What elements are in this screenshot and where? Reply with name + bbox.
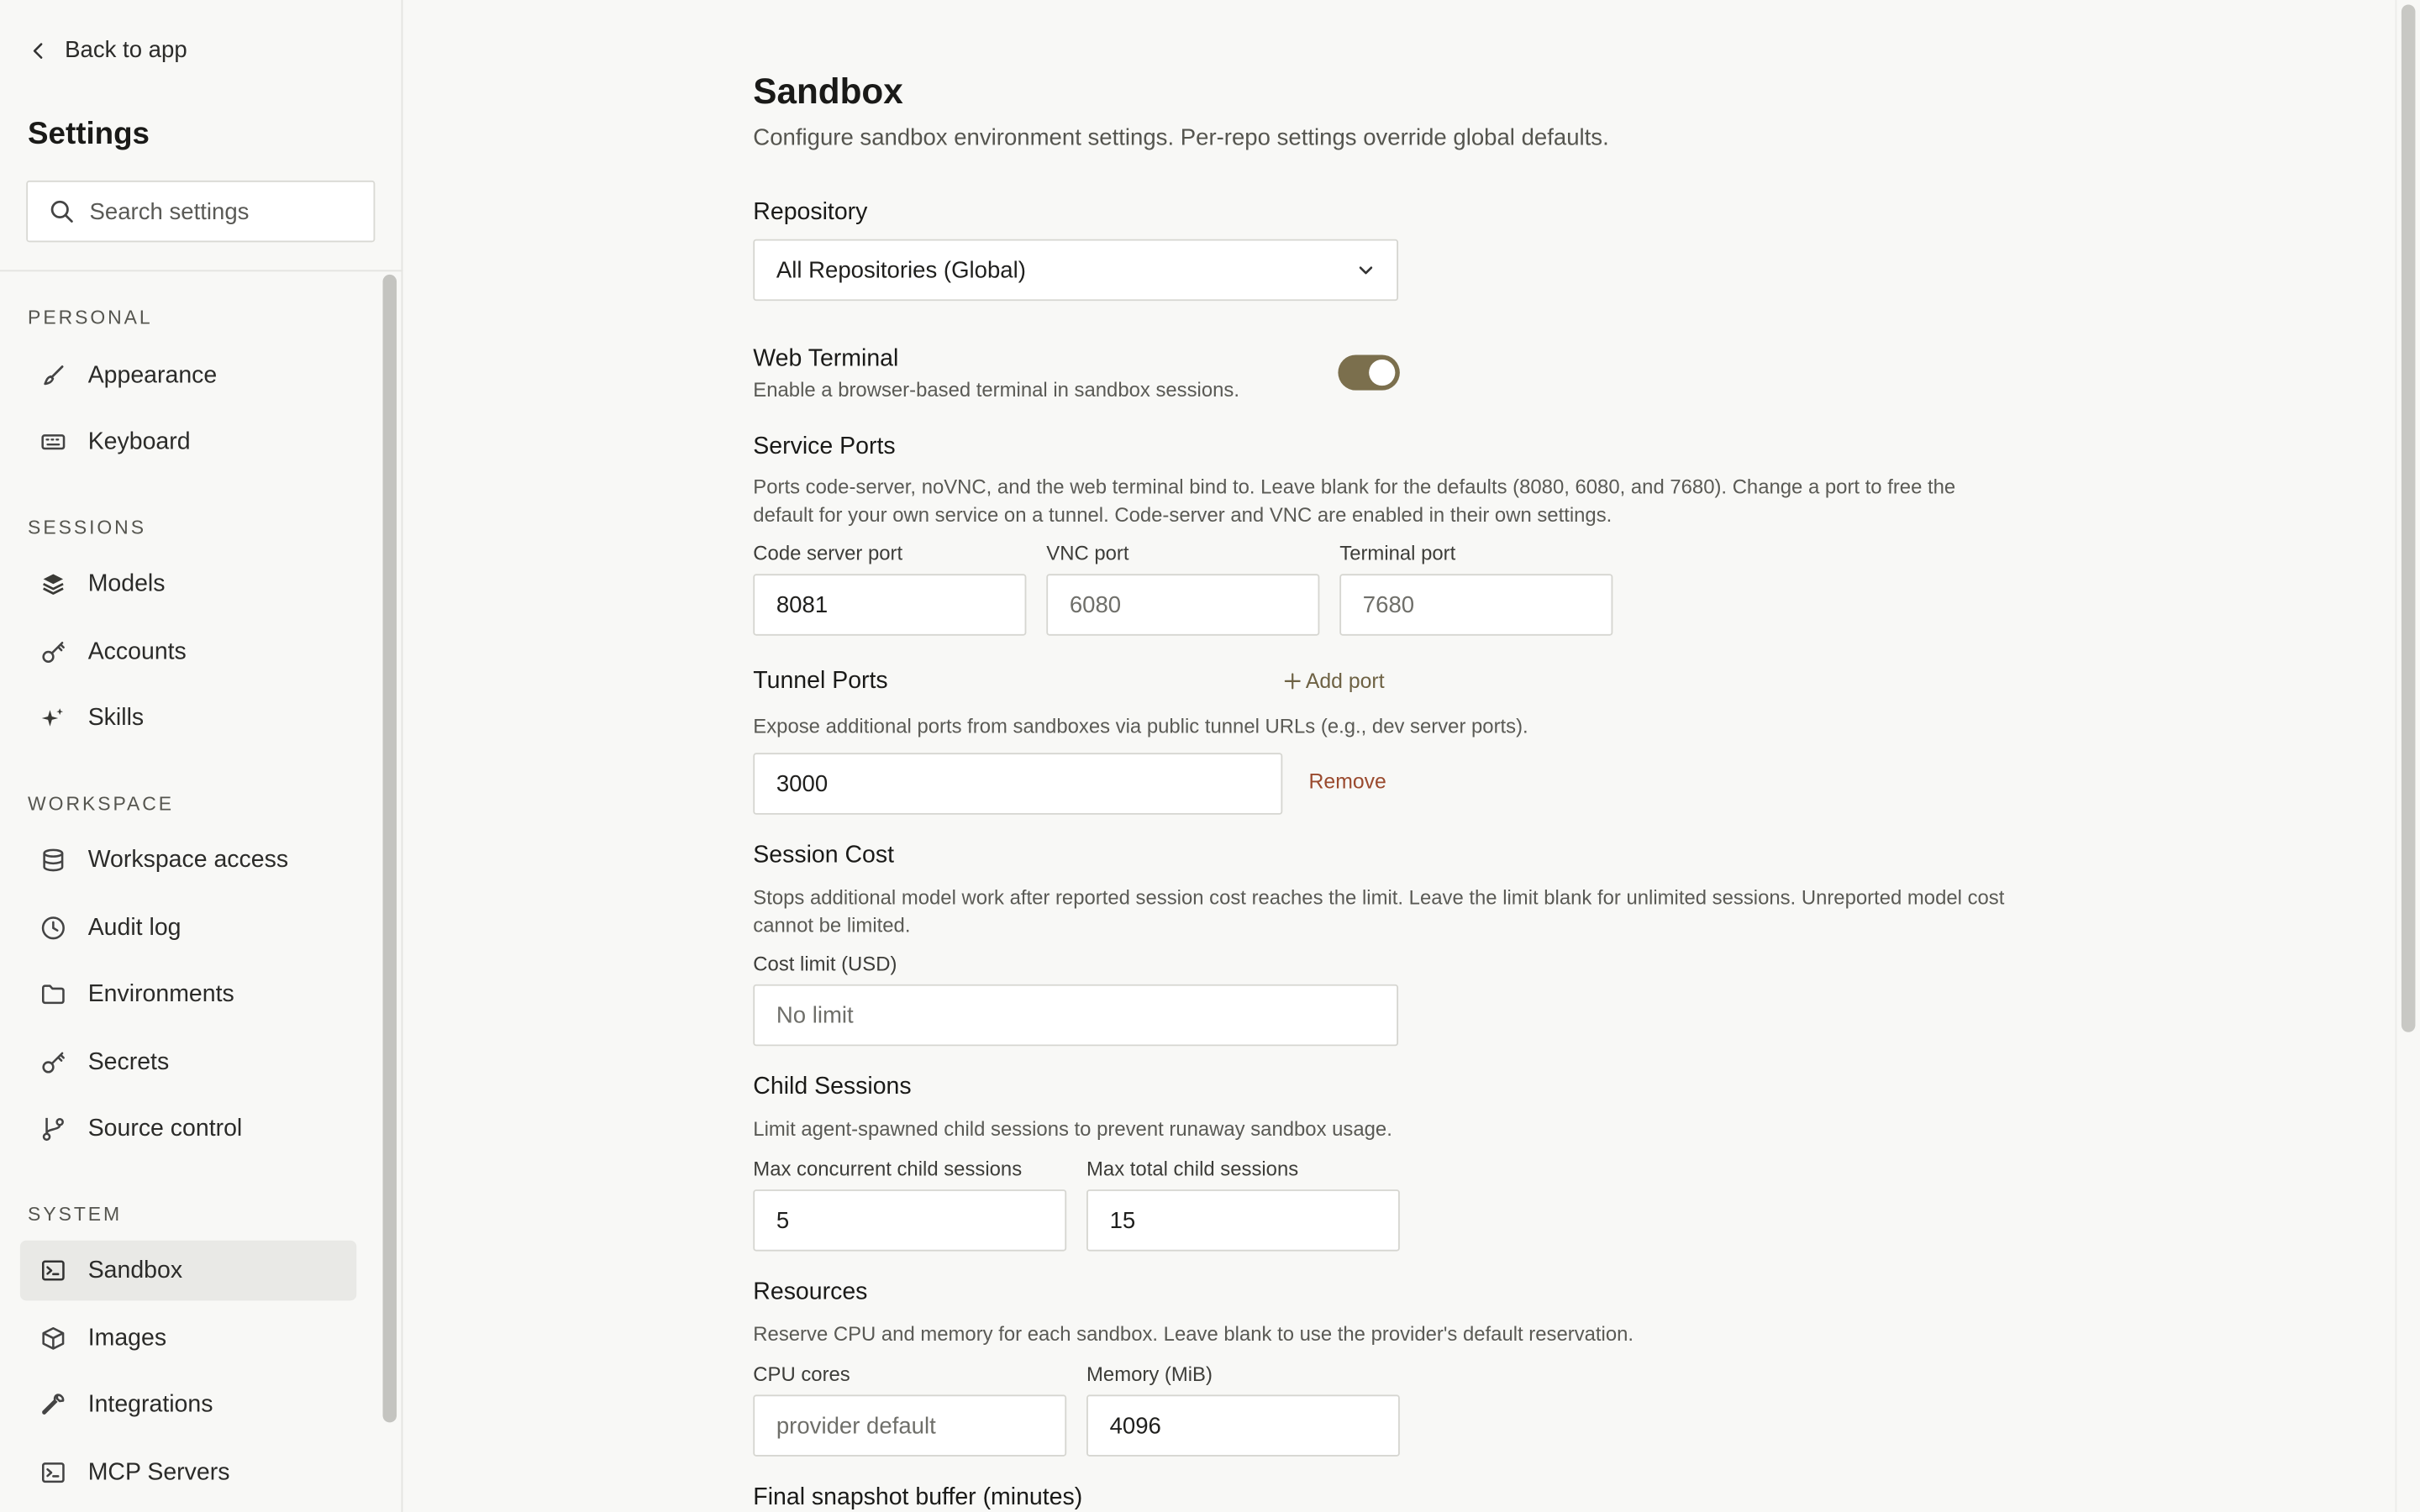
sidebar-item-secrets[interactable] [20, 1032, 356, 1093]
sidebar-scrollbar-thumb[interactable] [383, 275, 397, 1423]
memory-label: Memory (MiB) [1086, 1362, 1213, 1386]
max-total-input[interactable]: 15 [1086, 1189, 1400, 1251]
web-terminal-title: Web Terminal [753, 345, 899, 372]
page-subtitle: Configure sandbox environment settings. Per-repo settings override global defaults. [753, 124, 1609, 151]
code-server-port-input[interactable]: 8081 [753, 574, 1026, 635]
cost-limit-input[interactable]: No limit [753, 984, 1398, 1046]
sidebar-item-label: MCP Servers [87, 1458, 230, 1485]
sidebar-item-label: Images [87, 1324, 167, 1352]
sidebar-item-audit-log[interactable] [20, 898, 356, 958]
search-box[interactable] [26, 181, 375, 242]
repository-select[interactable] [753, 239, 1398, 301]
repository-label: Repository [753, 198, 868, 226]
plus-icon [1284, 673, 1301, 690]
memory-input[interactable]: 4096 [1086, 1394, 1400, 1456]
wrench-icon [40, 1392, 66, 1418]
sidebar-item-workspace-access[interactable] [20, 830, 356, 890]
sidebar-item-label: Audit log [87, 914, 182, 941]
max-concurrent-input[interactable]: 5 [753, 1189, 1066, 1251]
max-concurrent-label: Max concurrent child sessions [753, 1157, 1023, 1181]
remove-port-button[interactable]: Remove [1308, 769, 1386, 794]
web-terminal-toggle[interactable] [1338, 354, 1399, 390]
cpu-cores-input[interactable]: provider default [753, 1394, 1066, 1456]
folder-icon [40, 981, 66, 1007]
key-icon [40, 1049, 66, 1075]
search-icon [50, 199, 74, 223]
add-port-label: Add port [1305, 669, 1385, 693]
sidebar-item-label: Sandbox [87, 1256, 183, 1284]
sidebar-item-accounts[interactable] [20, 622, 356, 682]
section-label-sessions: SESSIONS [28, 517, 146, 539]
final-snapshot-title: Final snapshot buffer (minutes) [753, 1483, 1083, 1511]
sidebar-item-label: Models [87, 570, 166, 596]
service-ports-description: Ports code-server, noVNC, and the web terminal bind to. Leave blank for the defaults (8080, 6080, and 7680). Change a port to free the default for your own service on a tunnel. Code-server and VNC are enabled in their own settings. [753, 475, 1956, 526]
brush-icon [40, 363, 66, 389]
sidebar-item-models[interactable] [20, 554, 356, 614]
sidebar-nav [0, 271, 376, 1512]
sidebar [0, 0, 402, 1512]
sidebar-item-environments[interactable] [20, 964, 356, 1025]
chevron-down-icon [1356, 260, 1375, 279]
terminal-icon [40, 1257, 66, 1284]
session-cost-title: Session Cost [753, 842, 895, 869]
chevron-left-icon [28, 39, 50, 61]
sidebar-item-label: Environments [87, 980, 234, 1007]
resources-description: Reserve CPU and memory for each sandbox. Leave blank to use the provider's default reservation. [753, 1322, 1634, 1346]
child-sessions-description: Limit agent-spawned child sessions to prevent runaway sandbox usage. [753, 1116, 1392, 1141]
section-label-personal: PERSONAL [28, 307, 153, 329]
sparkles-icon [40, 705, 66, 731]
resources-title: Resources [753, 1278, 868, 1305]
web-terminal-description: Enable a browser-based terminal in sandbox sessions. [753, 377, 1239, 402]
terminal-port-label: Terminal port [1339, 541, 1456, 565]
package-icon [40, 1326, 66, 1352]
cpu-cores-label: CPU cores [753, 1362, 850, 1386]
max-total-label: Max total child sessions [1086, 1157, 1299, 1181]
sidebar-item-label: Secrets [87, 1048, 170, 1075]
search-input[interactable] [90, 198, 352, 224]
session-cost-description: Stops additional model work after reported session cost reaches the limit. Leave the limit blank for unlimited sessions. Unreported model cost cannot be limited. [753, 885, 2005, 936]
sidebar-item-label: Source control [87, 1115, 243, 1142]
keyboard-icon [40, 429, 66, 455]
sidebar-item-appearance[interactable] [20, 345, 356, 406]
sidebar-item-keyboard[interactable] [20, 412, 356, 472]
tunnel-port-input[interactable]: 3000 [753, 753, 1282, 814]
git-branch-icon [40, 1116, 66, 1142]
section-label-system: SYSTEM [28, 1203, 123, 1226]
child-sessions-title: Child Sessions [753, 1074, 912, 1100]
sidebar-item-label: Integrations [87, 1390, 213, 1418]
sidebar-item-images[interactable] [20, 1309, 356, 1369]
sidebar-item-skills[interactable] [20, 688, 356, 748]
terminal-port-input[interactable]: 7680 [1339, 574, 1612, 635]
sidebar-item-label: Accounts [87, 638, 187, 664]
page-title: Sandbox [753, 71, 903, 112]
main-scrollbar-thumb[interactable] [2402, 5, 2416, 1032]
terminal-icon [40, 1460, 66, 1486]
back-label: Back to app [65, 37, 187, 64]
add-port-button[interactable] [1284, 669, 1384, 693]
sidebar-item-source-control[interactable] [20, 1099, 356, 1159]
sidebar-item-integrations[interactable] [20, 1374, 356, 1435]
clock-icon [40, 915, 66, 941]
sidebar-item-label: Workspace access [87, 846, 289, 873]
sidebar-item-label: Appearance [87, 361, 218, 388]
service-ports-title: Service Ports [753, 433, 896, 460]
key-icon [40, 638, 66, 664]
layers-icon [40, 571, 66, 597]
back-to-app-link[interactable] [28, 37, 187, 63]
main-content [404, 0, 2395, 1512]
tunnel-ports-description: Expose additional ports from sandboxes via public tunnel URLs (e.g., dev server ports). [753, 714, 1528, 738]
sidebar-item-mcp-servers[interactable] [20, 1442, 356, 1503]
code-server-port-label: Code server port [753, 541, 903, 565]
sidebar-item-label: Keyboard [87, 428, 191, 454]
cost-limit-label: Cost limit (USD) [753, 952, 897, 975]
toggle-knob [1369, 360, 1395, 386]
vnc-port-input[interactable]: 6080 [1046, 574, 1319, 635]
settings-title: Settings [28, 117, 150, 151]
database-icon [40, 847, 66, 873]
tunnel-ports-title: Tunnel Ports [753, 668, 888, 695]
sidebar-item-label: Skills [87, 704, 145, 731]
vnc-port-label: VNC port [1046, 541, 1129, 565]
sidebar-item-sandbox[interactable] [20, 1241, 356, 1301]
section-label-workspace: WORKSPACE [28, 793, 175, 815]
repository-select-value: All Repositories (Global) [776, 256, 1026, 284]
